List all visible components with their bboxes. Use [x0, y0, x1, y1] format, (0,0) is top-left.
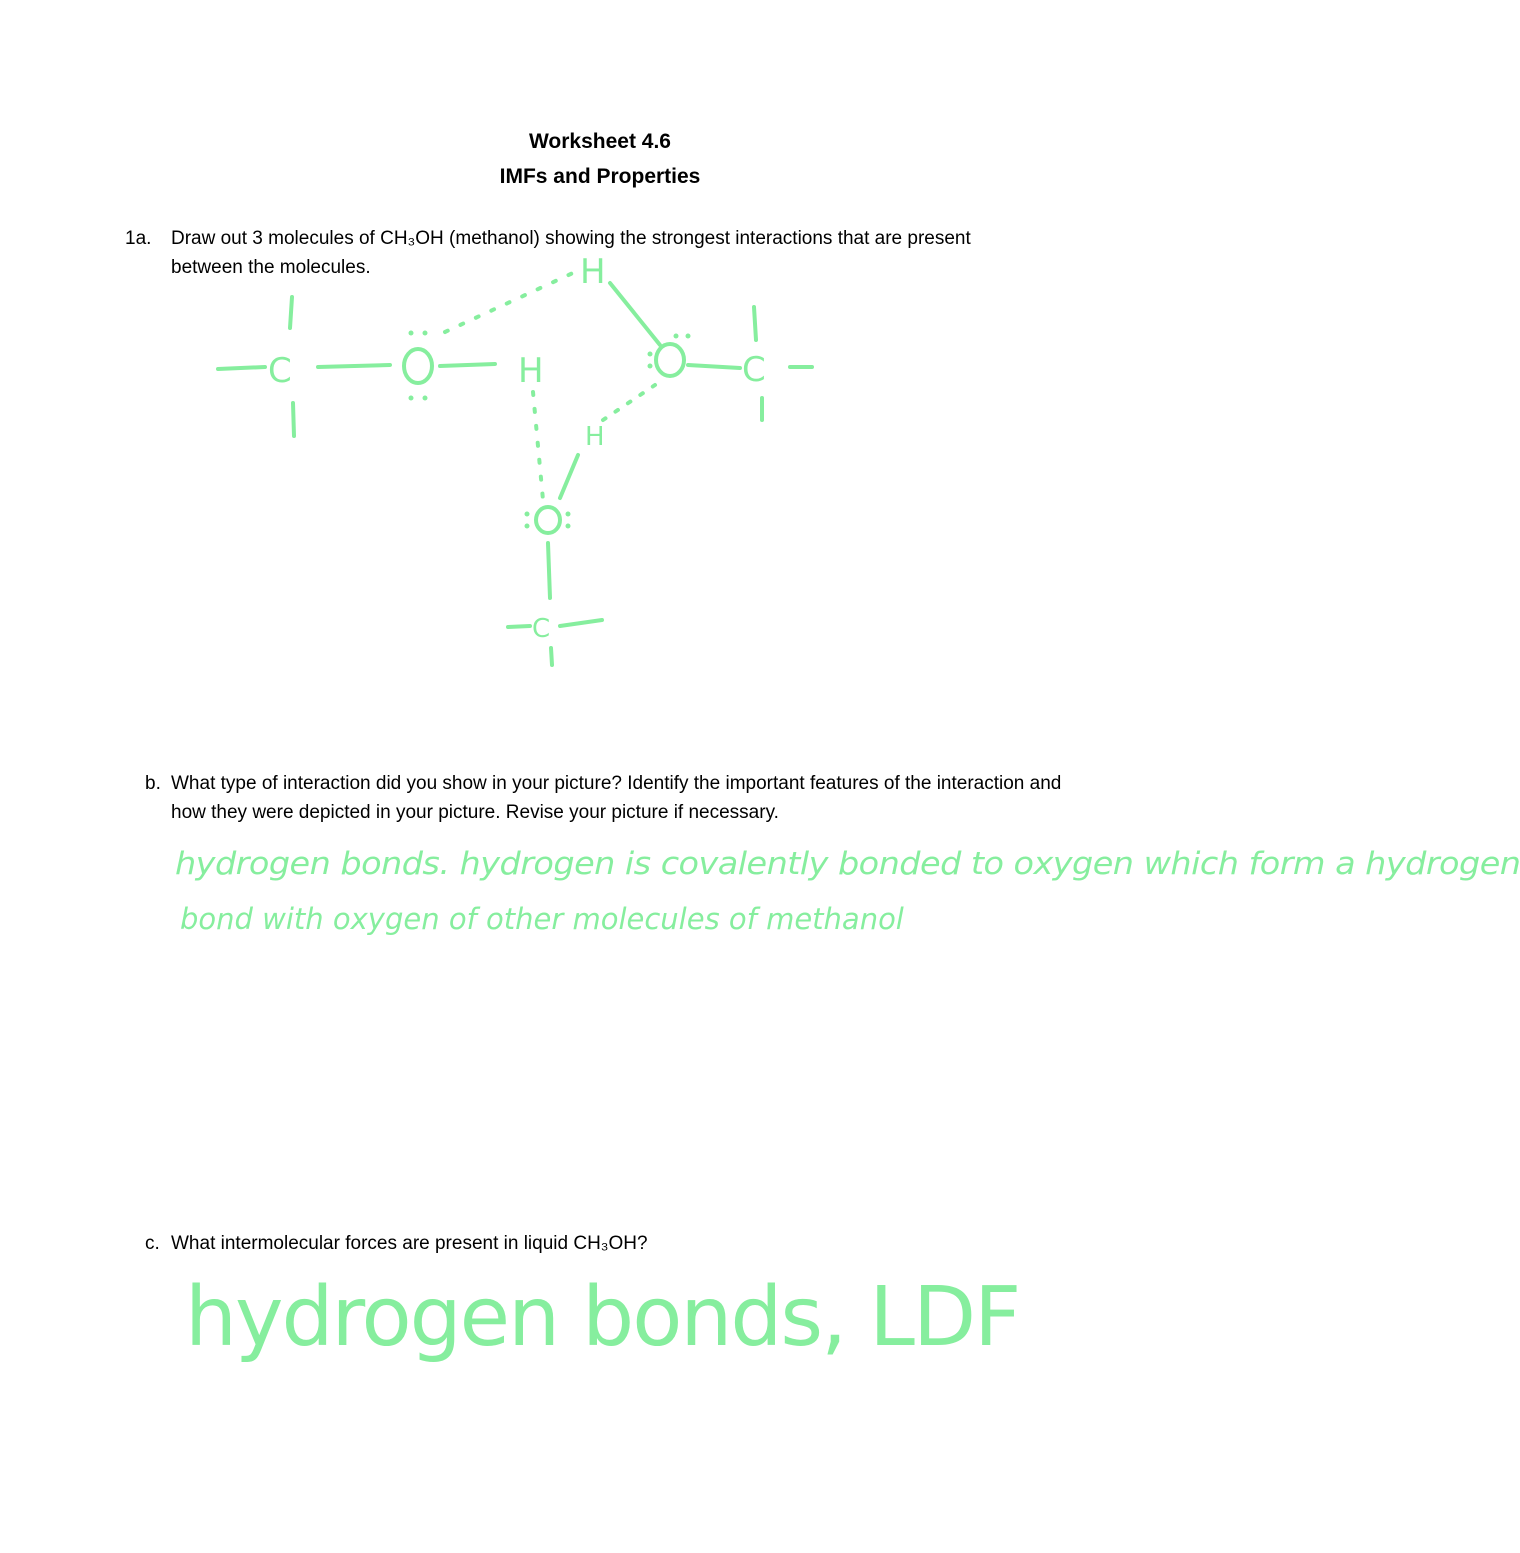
handwritten-answer-b-line1: hydrogen bonds. hydrogen is covalently bonded to oxygen which form a hydrogen — [175, 846, 1520, 882]
question-number: b. — [145, 773, 161, 794]
question-text: What type of interaction did you show in your picture? Identify the important features of the interaction and how they were depicted in your picture. Revise your picture if necessary. — [171, 773, 1062, 823]
handwritten-answer-c: hydrogen bonds, LDF — [185, 1270, 1020, 1365]
methanol-molecule-bottom — [508, 455, 602, 665]
atom-carbon: C — [268, 351, 292, 391]
hydrogen-bond-dots — [445, 272, 575, 332]
worksheet-title: Worksheet 4.6 — [528, 130, 671, 153]
atom-hydrogen: H — [518, 351, 544, 391]
question-text: Draw out 3 molecules of CH₃OH (methanol) showing the strongest interactions that are present between the molecules. — [171, 228, 971, 278]
question-number: 1a. — [125, 228, 152, 249]
hydrogen-bond-dots — [533, 392, 543, 500]
methanol-molecule-left — [218, 297, 544, 436]
atom-carbon-right: C — [742, 350, 766, 390]
question-number: c. — [145, 1233, 160, 1254]
atom-hydrogen-lower: H — [585, 422, 605, 452]
handwritten-answer-b-line2: bond with oxygen of other molecules of methanol — [180, 902, 904, 936]
atom-carbon-bottom: C — [532, 614, 551, 644]
atom-hydrogen-top: H — [580, 252, 606, 292]
methanol-molecule-right — [610, 283, 812, 420]
hydrogen-bond-dots — [603, 385, 655, 420]
question-text: What intermolecular forces are present in liquid CH₃OH? — [171, 1233, 648, 1254]
worksheet-subtitle: IMFs and Properties — [499, 165, 701, 188]
